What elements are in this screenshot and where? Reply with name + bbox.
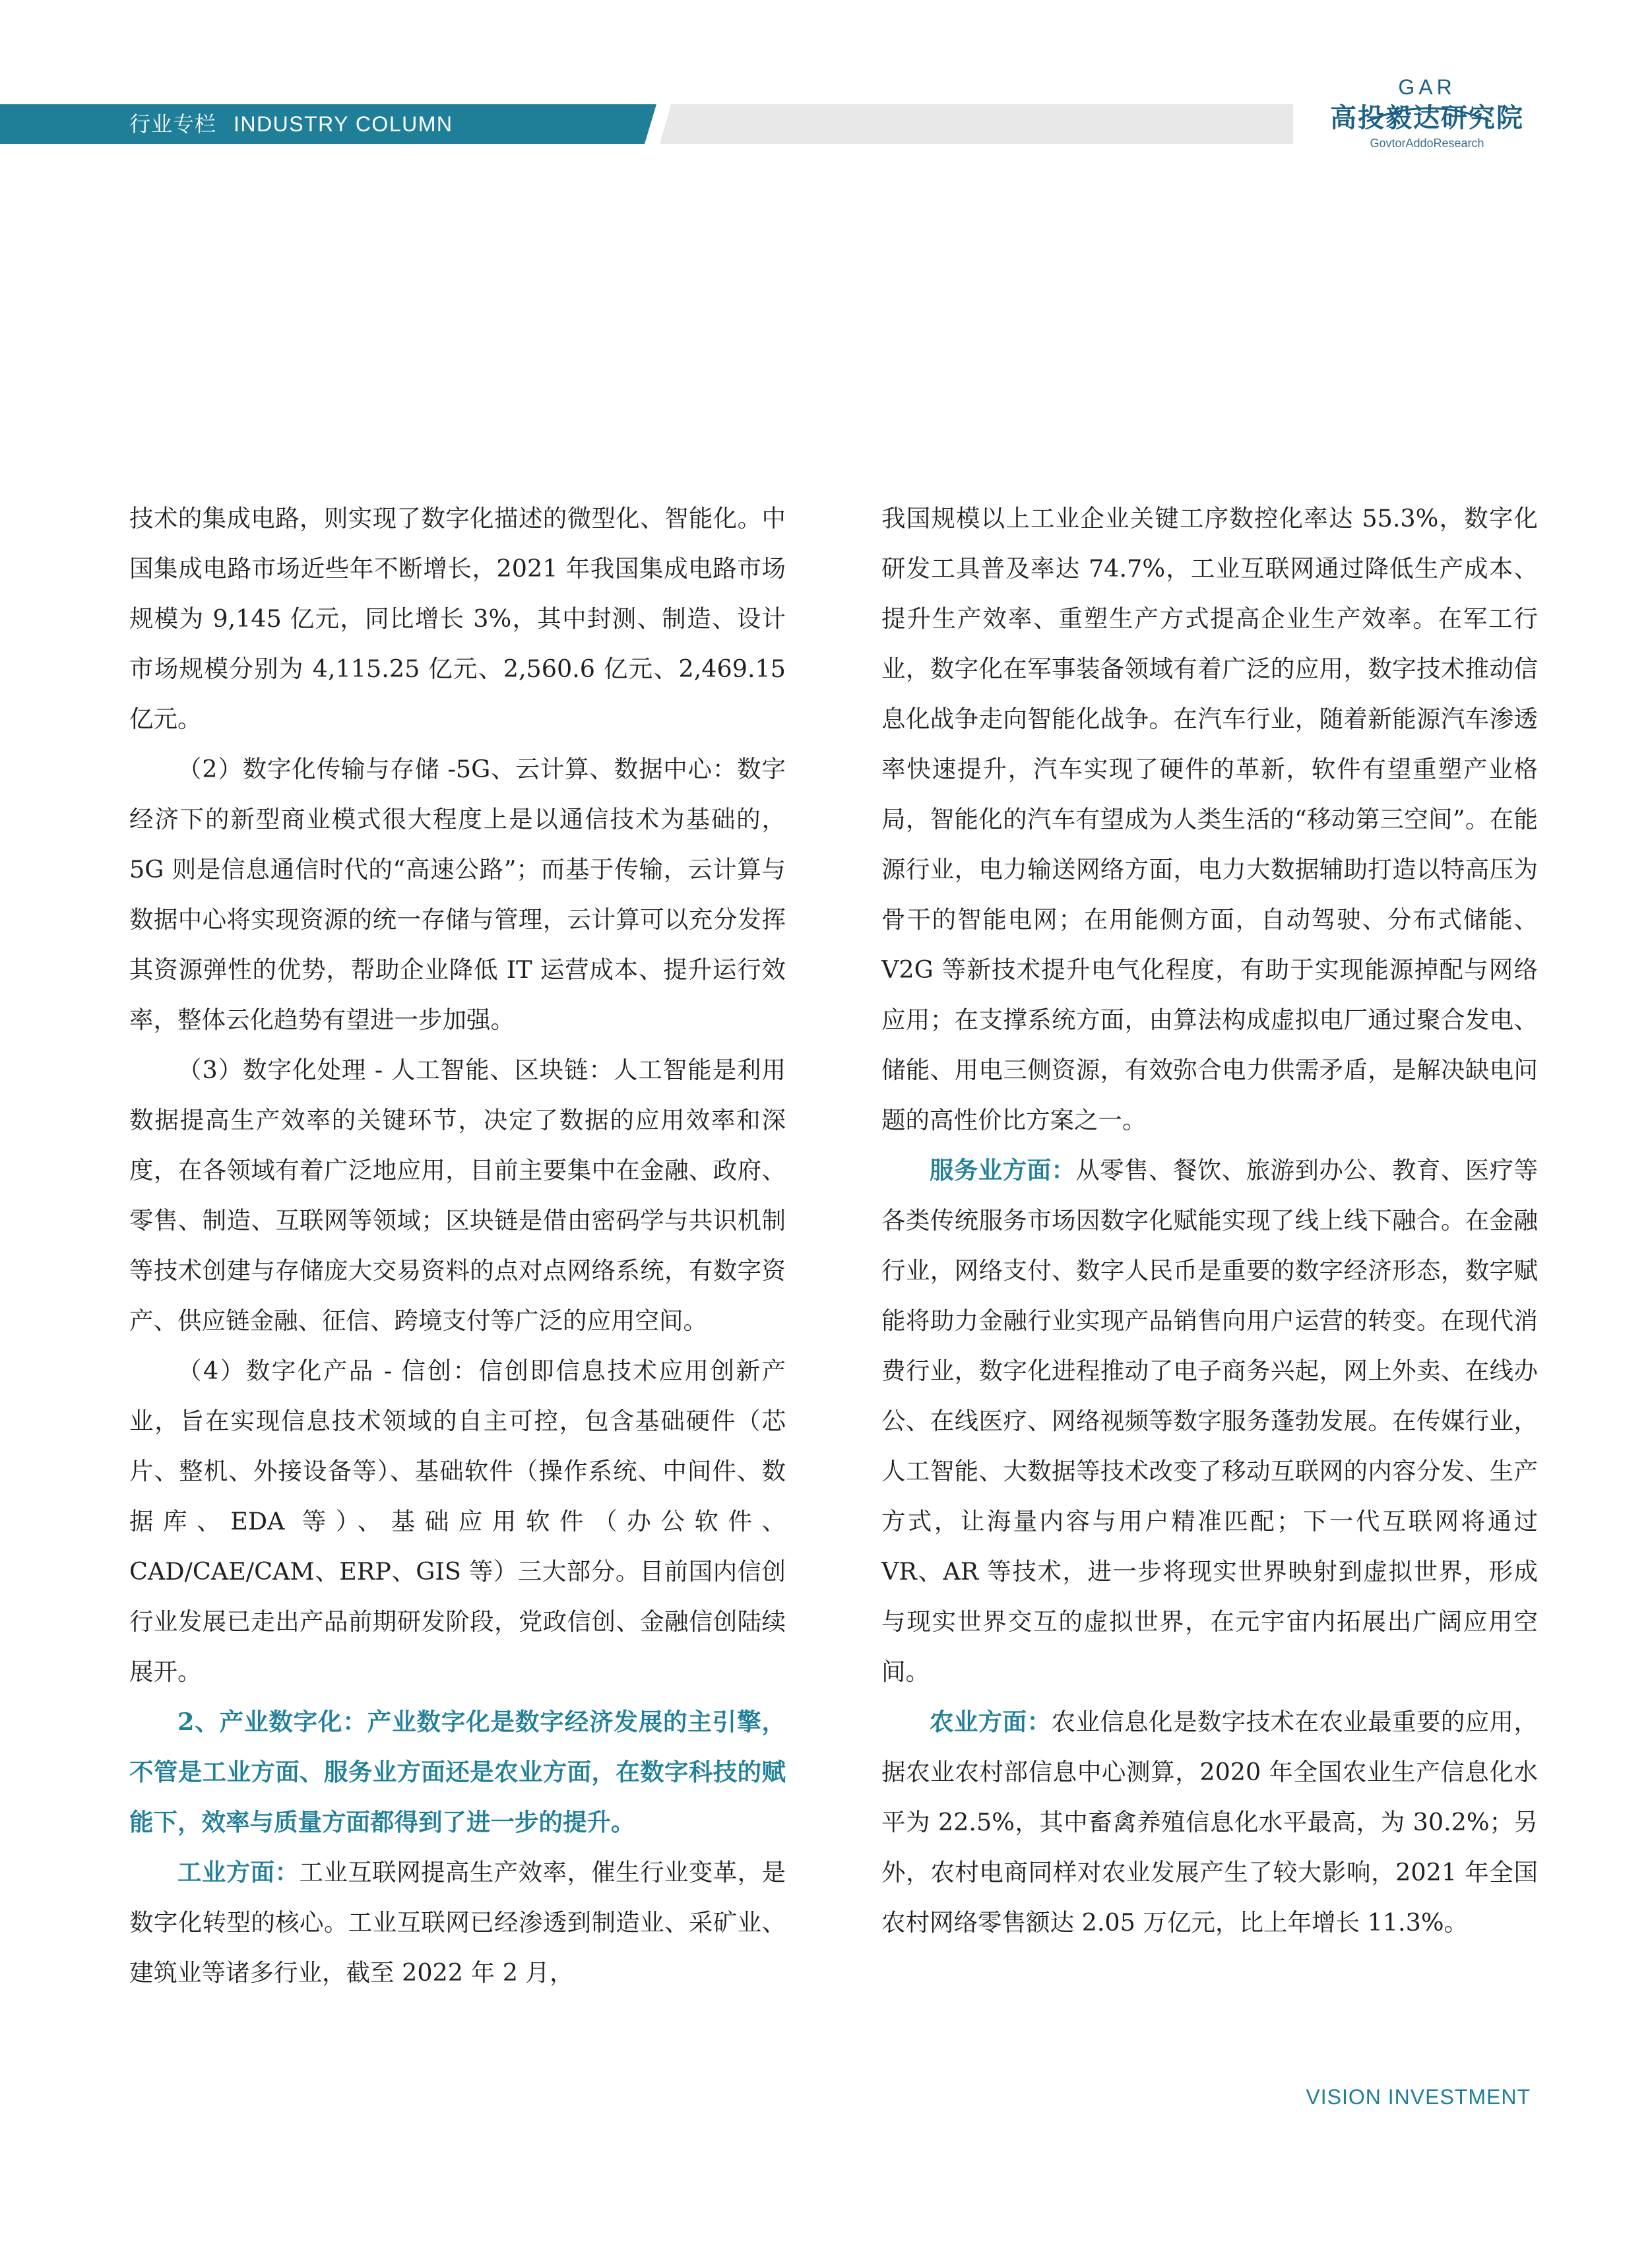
- footer-magazine-title: [1293, 2085, 1531, 2109]
- left-paragraph-3: （3）数字化处理 - 人工智能、区块链：人工智能是利用数据提高生产效率的关键环节，决定了数据的应用效率和深度，在各领域有着广泛地应用，目前主要集中在金融、政府、零售、制造、互联网等领域；区块链是借由密码学与共识机制等技术创建与存储庞大交易资料的点对点网络系统，有数字资产、供应链金融、征信、跨境支付等广泛的应用空间。: [129, 1056, 786, 1335]
- right-column: [881, 494, 1538, 1948]
- footer-word-2: INVESTMENT: [1387, 2085, 1531, 2109]
- industry-section-head: 工业方面：: [177, 1858, 300, 1886]
- left-paragraph-industry: [129, 1848, 786, 1998]
- agriculture-section-head: 农业方面：: [930, 1708, 1052, 1736]
- industry-section-body: 工业互联网提高生产效率，催生行业变革，是数字化转型的核心。工业互联网已经渗透到制造业、采矿业、建筑业等诸多行业，截至 2022 年 2 月，: [129, 1858, 786, 1987]
- left-paragraph-1: 技术的集成电路，则实现了数字化描述的微型化、智能化。中国集成电路市场近些年不断增长，2021 年我国集成电路市场规模为 9,145 亿元，同比增长 3%，其中封测、制造、设计市场规模分别为 4,115.25 亿元、2,560.6 亿元、2,469.15 亿元。: [129, 504, 786, 733]
- services-section-head: 服务业方面：: [930, 1156, 1076, 1184]
- agriculture-section-body: 农业信息化是数字技术在农业最重要的应用，据农业农村部信息中心测算，2020 年全国农业生产信息化水平为 22.5%，其中畜禽养殖信息化水平最高，为 30.2%；另外，农村电商同样对农业发展产生了较大影响，2021 年全国农村网络零售额达 2.05 万亿元，比上年增长 11.3%。: [881, 1708, 1539, 1937]
- right-paragraph-agriculture: [881, 1697, 1538, 1948]
- column-label-en: INDUSTRY COLUMN: [234, 112, 453, 136]
- services-section-body: 从零售、餐饮、旅游到办公、教育、医疗等各类传统服务市场因数字化赋能实现了线上线下融合。在金融行业，网络支付、数字人民币是重要的数字经济形态，数字赋能将助力金融行业实现产品销售向用户运营的转变。在现代消费行业，数字化进程推动了电子商务兴起，网上外卖、在线办公、在线医疗、网络视频等数字服务蓬勃发展。在传媒行业，人工智能、大数据等技术改变了移动互联网的内容分发、生产方式，让海量内容与用户精准匹配；下一代互联网将通过 VR、AR 等技术，进一步将现实世界映射到虚拟世界，形成与现实世界交互的虚拟世界，在元宇宙内拓展出广阔应用空间。: [881, 1156, 1538, 1686]
- header-grey-bar: [660, 104, 1293, 144]
- brand-name-cn: 高投毅达研究院: [1330, 104, 1524, 133]
- column-label: [129, 104, 453, 144]
- right-paragraph-services: [881, 1145, 1538, 1697]
- left-paragraph-4: （4）数字化产品 - 信创：信创即信息技术应用创新产业，旨在实现信息技术领域的自主可控，包含基础硬件（芯片、整机、外接设备等）、基础软件（操作系统、中间件、数据库、EDA 等）、基础应用软件（办公软件、CAD/CAE/CAM、ERP、GIS 等）三大部分。目前国内信创行业发展已走出产品前期研发阶段，党政信创、金融信创陆续展开。: [129, 1357, 786, 1686]
- left-paragraph-2: （2）数字化传输与存储 -5G、云计算、数据中心：数字经济下的新型商业模式很大程度上是以通信技术为基础的，5G 则是信息通信时代的“高速公路”；而基于传输，云计算与数据中心将实现资源的统一存储与管理，云计算可以充分发挥其资源弹性的优势，帮助企业降低 IT 运营成本、提升运行效率，整体云化趋势有望进一步加强。: [129, 755, 786, 1034]
- industry-digitalization-heading: 2、产业数字化：产业数字化是数字经济发展的主引擎，不管是工业方面、服务业方面还是农业方面，在数字科技的赋能下，效率与质量方面都得到了进一步的提升。: [129, 1708, 786, 1836]
- brand-logo: [1318, 74, 1536, 150]
- column-label-cn: 行业专栏: [129, 112, 217, 136]
- brand-abbr: GAR: [1398, 75, 1456, 99]
- right-paragraph-1: 我国规模以上工业企业关键工序数控化率达 55.3%，数字化研发工具普及率达 74.7%，工业互联网通过降低生产成本、提升生产效率、重塑生产方式提高企业生产效率。在军工行业，数字化在军事装备领域有着广泛的应用，数字技术推动信息化战争走向智能化战争。在汽车行业，随着新能源汽车渗透率快速提升，汽车实现了硬件的革新，软件有望重塑产业格局，智能化的汽车有望成为人类生活的“移动第三空间”。在能源行业，电力输送网络方面，电力大数据辅助打造以特高压为骨干的智能电网；在用能侧方面，自动驾驶、分布式储能、V2G 等新技术提升电气化程度，有助于实现能源掉配与网络应用；在支撑系统方面，由算法构成虚拟电厂通过聚合发电、储能、用电三侧资源，有效弥合电力供需矛盾，是解决缺电问题的高性价比方案之一。: [881, 504, 1538, 1134]
- left-column: [129, 494, 786, 1998]
- brand-name-en: GovtorAddoResearch: [1370, 137, 1484, 150]
- footer-word-1: VISION: [1306, 2085, 1382, 2109]
